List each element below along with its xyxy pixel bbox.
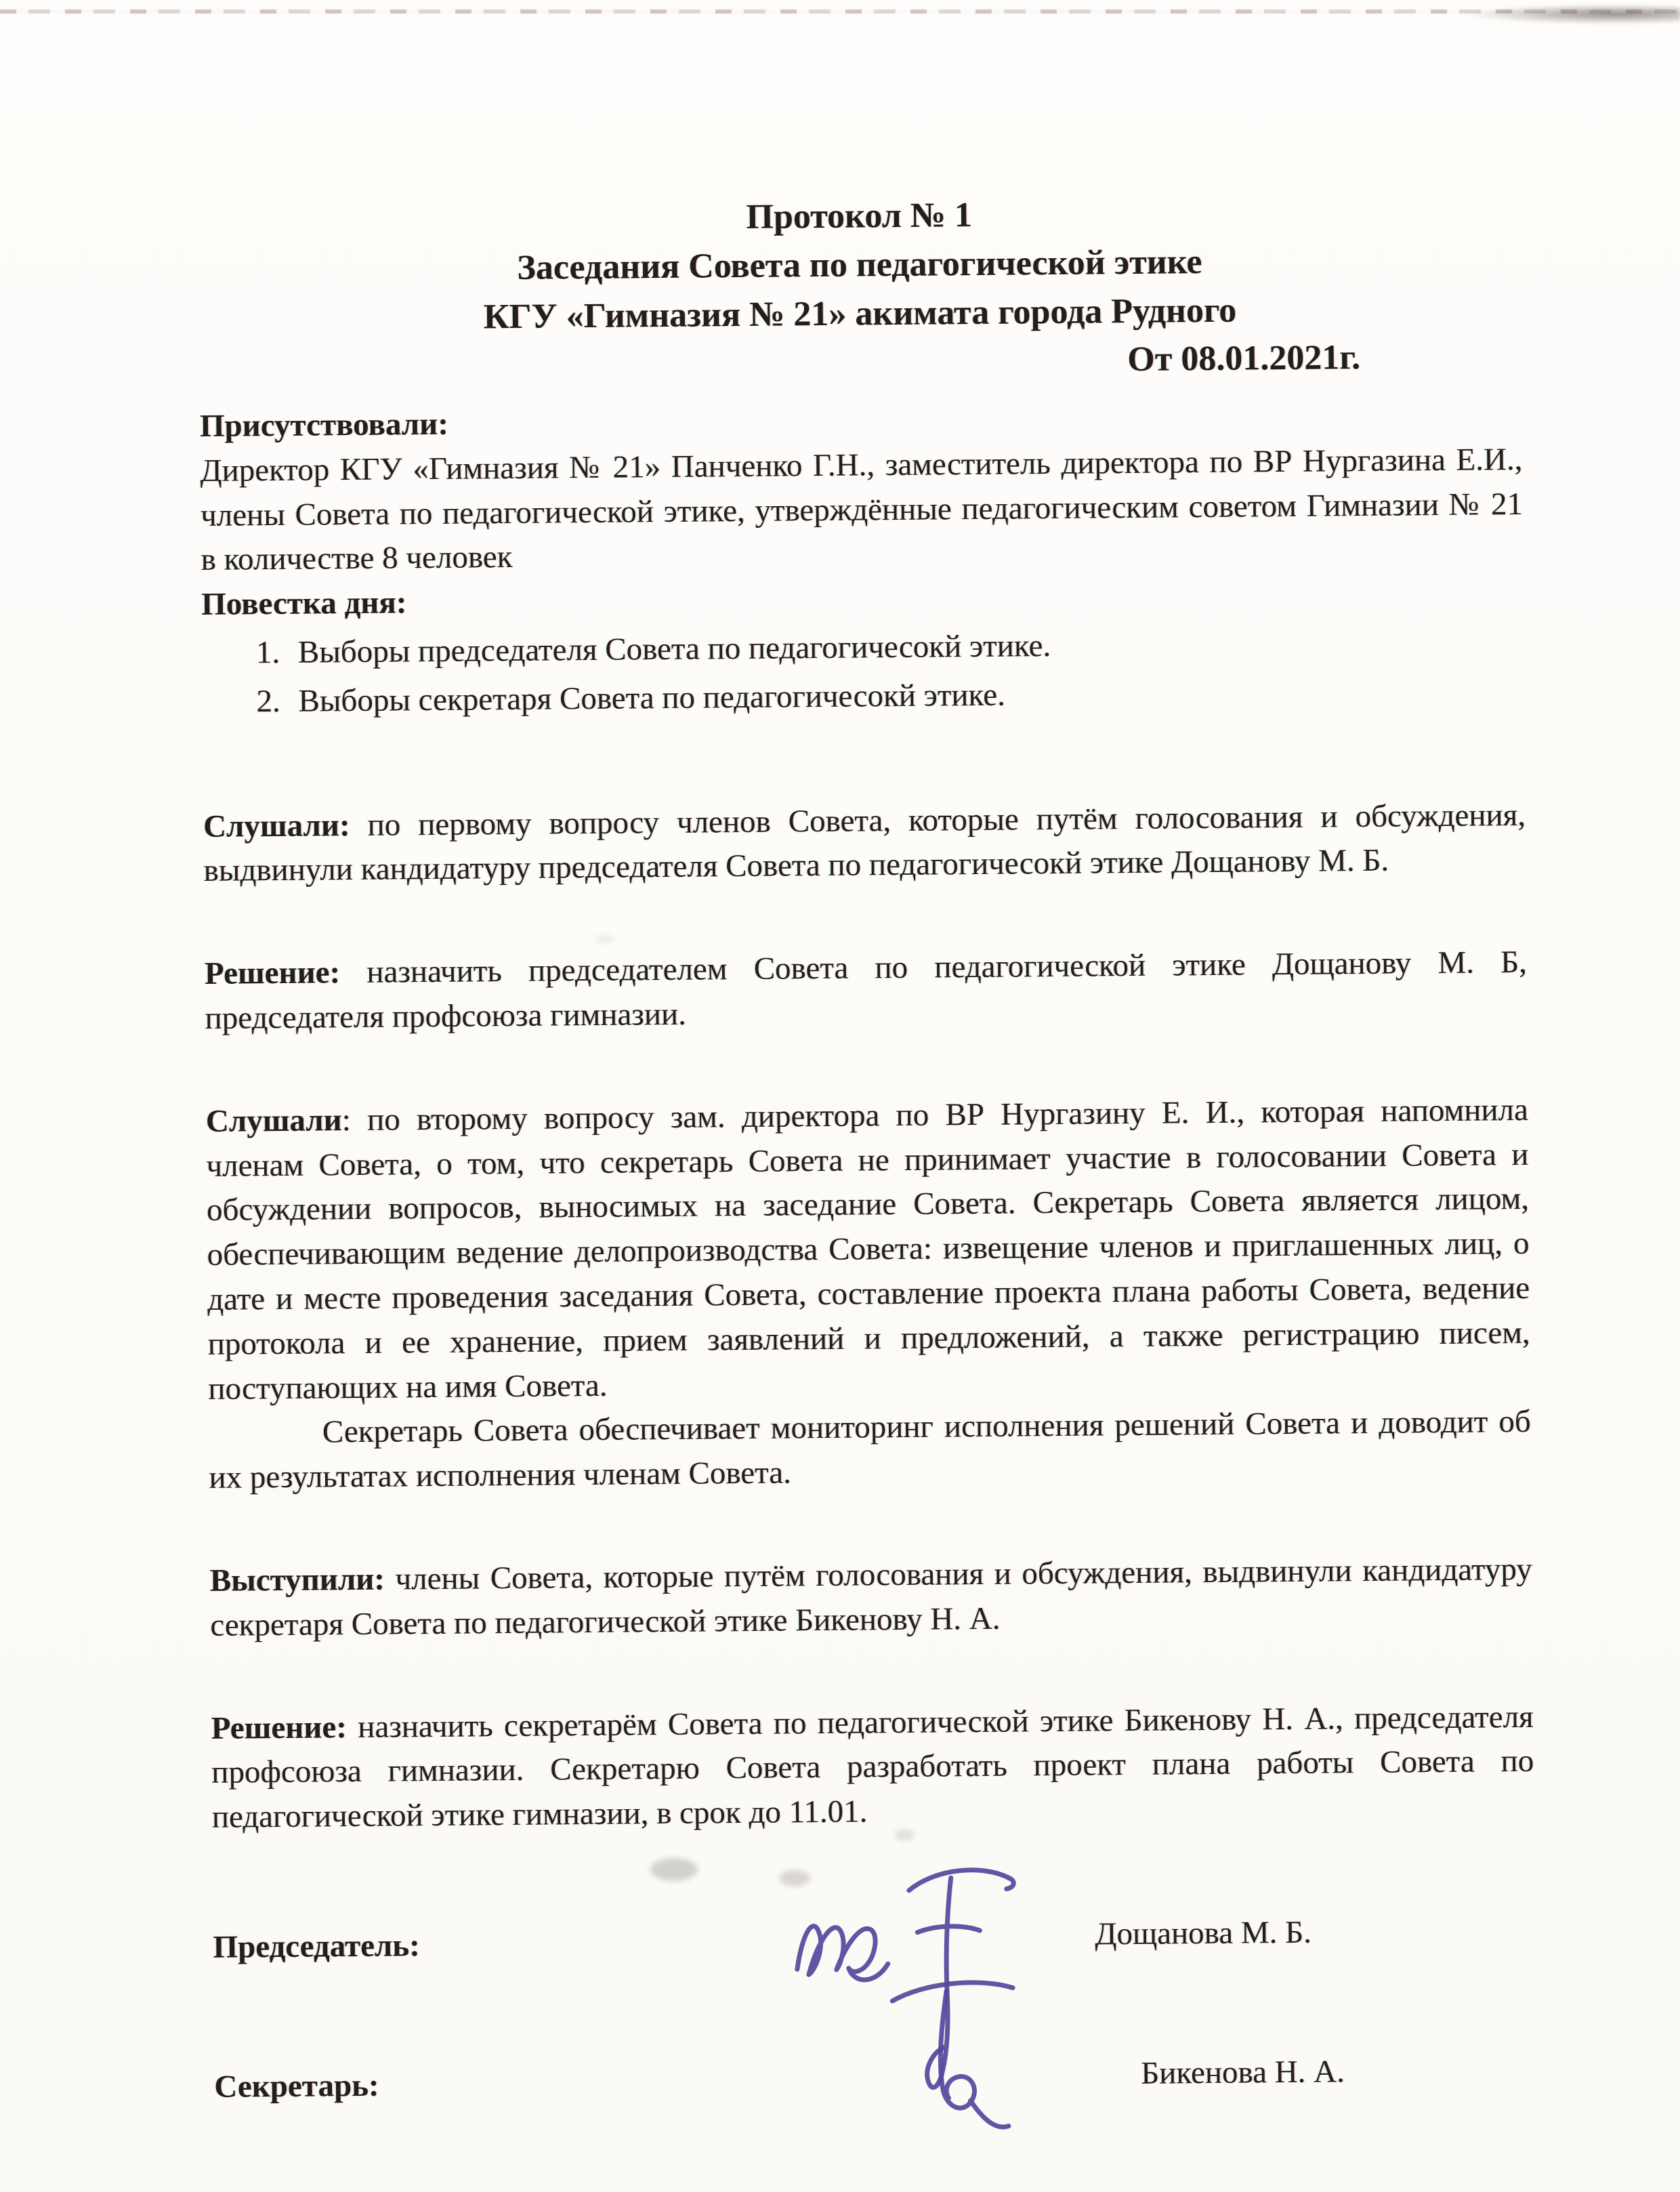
agenda-item-1 xyxy=(202,620,1524,676)
agenda-item-2-number: 2. xyxy=(256,683,280,720)
chairman-name: Дощанова М. Б. xyxy=(1095,1914,1312,1952)
date-line: От 08.01.2021г. xyxy=(1127,338,1361,379)
secretary-name: Бикенова Н. А. xyxy=(1140,2054,1345,2091)
signatures-section xyxy=(213,1879,1538,2189)
heard2-text: : по второму вопросу зам. директора по ВР Нургазину Е. И., которая напомнила членам Совета, о том, что секретарь Совета не принимает участие в голосовании Совета и обсуждении вопросов, выносимых на заседание Совета. Секретарь Совета является лицом, обеспечивающим ведение делопроизводства Совета: извещение членов и приглашенных лиц, о дате и месте проведения заседания Совета, составление проекта плана работы Совета, ведение протокола и ее хранение, прием заявлений и предложений, а также регистрацию писем, поступающих на имя Совета. xyxy=(206,1092,1530,1407)
spoke-paragraph xyxy=(210,1548,1533,1649)
decision1-text: назначить председателем Совета по педагогической этике Дощанову М. Б, председателя профсоюза гимназии. xyxy=(205,945,1528,1036)
decision2-paragraph xyxy=(211,1695,1534,1840)
decision1-label: Решение: xyxy=(204,955,341,992)
secretary-signature-ink xyxy=(881,1963,1028,2154)
agenda-item-2-text: Выборы секретаря Совета по педагогичесокй этике. xyxy=(298,677,1006,719)
decision1-paragraph xyxy=(205,940,1528,1041)
spoke-label: Выступили: xyxy=(209,1561,385,1598)
secretary-role-label: Секретарь: xyxy=(214,2067,379,2105)
attendees-label: Присутствовали: xyxy=(199,406,449,444)
heard1-paragraph xyxy=(203,793,1526,894)
agenda-item-1-number: 1. xyxy=(255,634,280,671)
heard2-paragraph xyxy=(206,1088,1531,1412)
decision2-text: назначить секретарём Совета по педагогической этике Бикенову Н. А., председателя профсоюза гимназии. Секретарю Совета разработать проект плана работы Совета по педагогической этике гимназии, в срок до 11.01. xyxy=(211,1699,1534,1836)
title-line-1: Протокол № 1 xyxy=(746,196,973,236)
title-line-2: Заседания Совета по педагогической этике xyxy=(517,242,1202,287)
agenda-label: Повестка дня: xyxy=(201,585,407,623)
title-line-3: КГУ «Гимназия № 21» акимата города Рудного xyxy=(483,291,1237,336)
scan-corner-smudge xyxy=(1463,4,1680,24)
heard1-label: Слушали: xyxy=(203,807,350,844)
attendees-text: Директор КГУ «Гимназия № 21» Панченко Г.Н., заместитель директора по ВР Нургазина Е.И., члены Совета по педагогической этике, утверждённые педагогическим советом Гимназии № 21 в количестве 8 человек xyxy=(200,441,1524,578)
decision2-label: Решение: xyxy=(211,1709,348,1746)
document-content xyxy=(198,186,1538,2189)
title-block xyxy=(198,186,1521,344)
heard1-text: по первому вопросу членов Совета, которые путём голосования и обсуждения, выдвинули кандидатуру председателя Совета по педагогичесокй этике Дощанову М. Б. xyxy=(203,797,1526,889)
spoke-text: члены Совета, которые путём голосования и обсуждения, выдвинули кандидатуру секретаря Совета по педагогической этике Бикенову Н. А. xyxy=(210,1551,1532,1643)
heard2-label: Слушали xyxy=(205,1102,342,1139)
agenda-item-2 xyxy=(202,669,1524,725)
chairman-role-label: Председатель: xyxy=(213,1928,421,1965)
agenda-item-1-text: Выборы председателя Совета по педагогичесокй этике. xyxy=(297,628,1051,670)
scan-edge-artifact xyxy=(0,9,1680,14)
heard2-continuation: Секретарь Совета обеспечивает мониторинг исполнения решений Совета и доводит об их результатах исполнения членам Совета. xyxy=(209,1404,1532,1496)
